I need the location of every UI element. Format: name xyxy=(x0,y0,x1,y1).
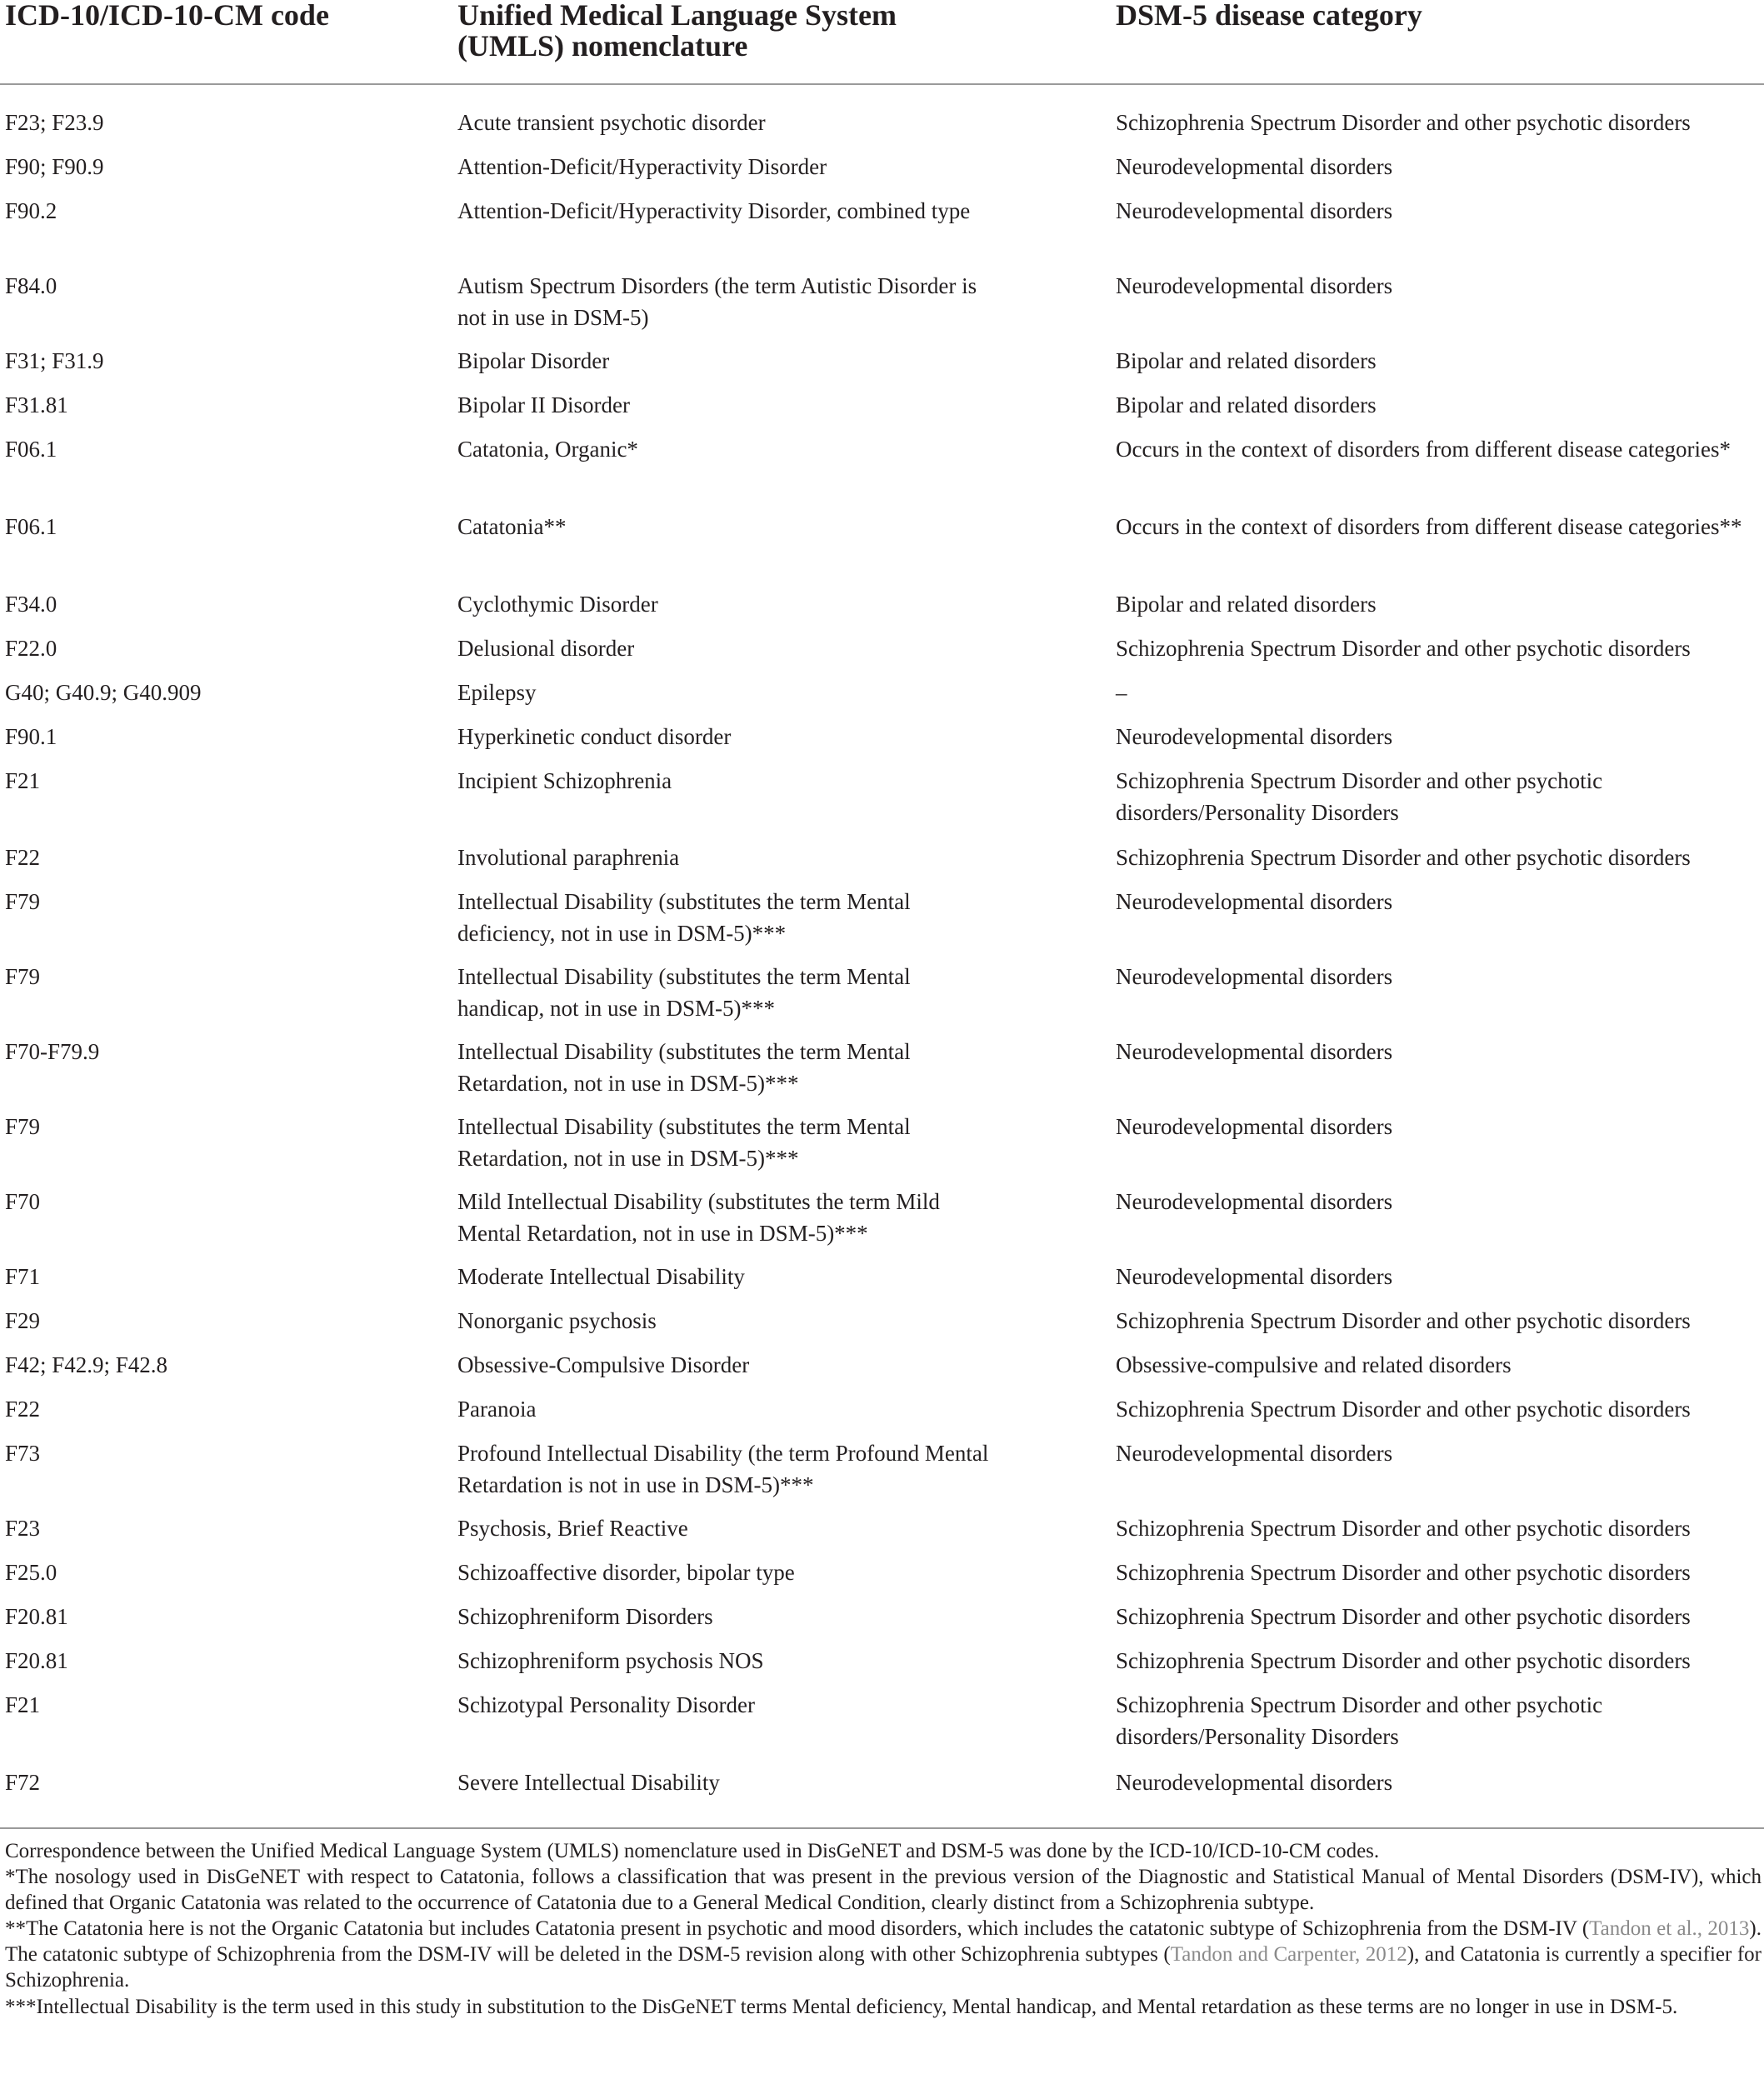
cell-umls: Psychosis, Brief Reactive xyxy=(457,1516,688,1541)
cell-dsm: Schizophrenia Spectrum Disorder and other psychotic disorders xyxy=(1116,1648,1691,1673)
cell-umls: Schizophreniform psychosis NOS xyxy=(457,1648,764,1673)
cell-dsm: – xyxy=(1116,680,1127,705)
footnote-correspondence: Correspondence between the Unified Medical Language System (UMLS) nomenclature used in DisGeNET and DSM-5 was done by the ICD-10/ICD-10-CM codes. xyxy=(5,1840,1380,1862)
cell-code: F90.2 xyxy=(5,198,57,223)
cell-dsm: Schizophrenia Spectrum Disorder and other psychotic disorders xyxy=(1116,1516,1691,1541)
cell-dsm: Neurodevelopmental disorders xyxy=(1116,1264,1393,1289)
cell-dsm: Occurs in the context of disorders from different disease categories* xyxy=(1116,437,1731,462)
cell-dsm: Bipolar and related disorders xyxy=(1116,592,1377,617)
cell-dsm: Schizophrenia Spectrum Disorder and other psychotic disorders xyxy=(1116,1604,1691,1629)
cell-umls: Autism Spectrum Disorders (the term Autistic Disorder is not in use in DSM-5) xyxy=(457,273,977,330)
cell-dsm: Neurodevelopmental disorders xyxy=(1116,273,1393,298)
cell-code: F71 xyxy=(5,1264,41,1289)
cell-umls: Cyclothymic Disorder xyxy=(457,592,658,617)
cell-code: F31; F31.9 xyxy=(5,348,104,373)
cell-dsm: Schizophrenia Spectrum Disorder and other psychotic disorders xyxy=(1116,1308,1691,1333)
cell-code: F23; F23.9 xyxy=(5,110,104,135)
cell-dsm: Schizophrenia Spectrum Disorder and other psychotic disorders/Personality Disorders xyxy=(1116,768,1603,825)
cell-umls: Intellectual Disability (substitutes the term Mental deficiency, not in use in DSM-5)*** xyxy=(457,889,911,946)
cell-code: F70 xyxy=(5,1189,41,1214)
cell-dsm: Neurodevelopmental disorders xyxy=(1116,964,1393,989)
cell-dsm: Schizophrenia Spectrum Disorder and other psychotic disorders/Personality Disorders xyxy=(1116,1692,1603,1749)
cell-umls: Severe Intellectual Disability xyxy=(457,1770,720,1795)
footnote-organic-catatonia: *The nosology used in DisGeNET with respect to Catatonia, follows a classification that was present in the previous version of the Diagnostic and Statistical Manual of Mental Disorders (DSM-IV), which defined that Organic Catatonia was related to the occurrence of Catatonia due to a General Medical Condition, clearly distinct from a Schizophrenia subtype. xyxy=(5,1866,1762,1914)
cell-umls: Profound Intellectual Disability (the term Profound Mental Retardation is not in use in DSM-5)*** xyxy=(457,1441,989,1497)
cell-code: F29 xyxy=(5,1308,41,1333)
cell-code: G40; G40.9; G40.909 xyxy=(5,680,202,705)
cell-umls: Acute transient psychotic disorder xyxy=(457,110,766,135)
cell-code: F79 xyxy=(5,964,41,989)
cell-dsm: Bipolar and related disorders xyxy=(1116,348,1377,373)
cell-code: F20.81 xyxy=(5,1604,68,1629)
cell-dsm: Occurs in the context of disorders from different disease categories** xyxy=(1116,514,1742,539)
footer-rule xyxy=(0,1827,1764,1829)
cell-code: F79 xyxy=(5,889,41,914)
cell-umls: Nonorganic psychosis xyxy=(457,1308,657,1333)
cell-code: F90.1 xyxy=(5,724,57,749)
cell-code: F84.0 xyxy=(5,273,57,298)
cell-dsm: Neurodevelopmental disorders xyxy=(1116,889,1393,914)
cell-umls: Intellectual Disability (substitutes the term Mental Retardation, not in use in DSM-5)*** xyxy=(457,1114,911,1171)
cell-dsm: Neurodevelopmental disorders xyxy=(1116,1441,1393,1466)
cell-code: F90; F90.9 xyxy=(5,154,104,179)
footnote-catatonia-text-b: ). The catatonic subtype of Schizophrenia from the DSM-IV will be deleted in the DSM-5 revision along with other Schizophrenia subtypes ( xyxy=(5,1917,1762,1966)
footnote-intellectual-disability: ***Intellectual Disability is the term used in this study in substitution to the DisGeNET terms Mental deficiency, Mental handicap, and Mental retardation as these terms are no longer in use in DSM-5. xyxy=(5,1996,1678,2018)
footnote-catatonia-text-c: ), and Catatonia is currently a specifier for Schizophrenia. xyxy=(5,1943,1762,1992)
cell-code: F42; F42.9; F42.8 xyxy=(5,1352,168,1377)
cell-umls: Obsessive-Compulsive Disorder xyxy=(457,1352,750,1377)
cell-code: F79 xyxy=(5,1114,41,1139)
cell-dsm: Obsessive-compulsive and related disorders xyxy=(1116,1352,1512,1377)
cell-umls: Schizoaffective disorder, bipolar type xyxy=(457,1560,795,1585)
cell-dsm: Neurodevelopmental disorders xyxy=(1116,1770,1393,1795)
cell-umls: Schizophreniform Disorders xyxy=(457,1604,713,1629)
cell-dsm: Schizophrenia Spectrum Disorder and other psychotic disorders xyxy=(1116,1560,1691,1585)
cell-umls: Bipolar II Disorder xyxy=(457,392,630,417)
cell-umls: Schizotypal Personality Disorder xyxy=(457,1692,755,1717)
cell-code: F70-F79.9 xyxy=(5,1039,100,1064)
cell-umls: Attention-Deficit/Hyperactivity Disorder xyxy=(457,154,827,179)
cell-umls: Paranoia xyxy=(457,1397,537,1422)
cell-dsm: Schizophrenia Spectrum Disorder and other psychotic disorders xyxy=(1116,845,1691,870)
cell-code: F21 xyxy=(5,768,41,793)
citation-tandon-2013[interactable]: Tandon et al., 2013 xyxy=(1589,1917,1750,1940)
cell-code: F22 xyxy=(5,845,41,870)
cell-umls: Involutional paraphrenia xyxy=(457,845,680,870)
cell-dsm: Neurodevelopmental disorders xyxy=(1116,198,1393,223)
cell-dsm: Schizophrenia Spectrum Disorder and other psychotic disorders xyxy=(1116,636,1691,661)
cell-code: F20.81 xyxy=(5,1648,68,1673)
cell-umls: Intellectual Disability (substitutes the term Mental handicap, not in use in DSM-5)*** xyxy=(457,964,911,1021)
cell-umls: Intellectual Disability (substitutes the term Mental Retardation, not in use in DSM-5)*** xyxy=(457,1039,911,1096)
column-header-dsm: DSM-5 disease category xyxy=(1116,0,1422,32)
cell-dsm: Neurodevelopmental disorders xyxy=(1116,724,1393,749)
footnote-catatonia xyxy=(5,1916,1762,1993)
cell-code: F73 xyxy=(5,1441,41,1466)
header-rule xyxy=(0,83,1764,85)
cell-dsm: Neurodevelopmental disorders xyxy=(1116,1114,1393,1139)
cell-umls: Moderate Intellectual Disability xyxy=(457,1264,745,1289)
cell-umls: Mild Intellectual Disability (substitutes the term Mild Mental Retardation, not in use in DSM-5)*** xyxy=(457,1189,940,1246)
cell-code: F23 xyxy=(5,1516,41,1541)
cell-code: F72 xyxy=(5,1770,41,1795)
cell-code: F21 xyxy=(5,1692,41,1717)
cell-code: F34.0 xyxy=(5,592,57,617)
column-header-umls: Unified Medical Language System (UMLS) nomenclature xyxy=(457,0,897,62)
cell-umls: Bipolar Disorder xyxy=(457,348,610,373)
cell-code: F22.0 xyxy=(5,636,57,661)
cell-dsm: Schizophrenia Spectrum Disorder and other psychotic disorders xyxy=(1116,110,1691,135)
citation-tandon-carpenter-2012[interactable]: Tandon and Carpenter, 2012 xyxy=(1170,1943,1407,1966)
cell-dsm: Neurodevelopmental disorders xyxy=(1116,1189,1393,1214)
cell-code: F25.0 xyxy=(5,1560,57,1585)
column-header-code: ICD-10/ICD-10-CM code xyxy=(5,0,329,32)
cell-umls: Epilepsy xyxy=(457,680,537,705)
cell-dsm: Schizophrenia Spectrum Disorder and other psychotic disorders xyxy=(1116,1397,1691,1422)
cell-dsm: Neurodevelopmental disorders xyxy=(1116,1039,1393,1064)
cell-code: F06.1 xyxy=(5,514,57,539)
cell-code: F31.81 xyxy=(5,392,68,417)
cell-umls: Hyperkinetic conduct disorder xyxy=(457,724,732,749)
cell-umls: Incipient Schizophrenia xyxy=(457,768,672,793)
cell-umls: Catatonia** xyxy=(457,514,567,539)
cell-dsm: Bipolar and related disorders xyxy=(1116,392,1377,417)
cell-umls: Attention-Deficit/Hyperactivity Disorder, combined type xyxy=(457,198,971,223)
cell-code: F22 xyxy=(5,1397,41,1422)
cell-code: F06.1 xyxy=(5,437,57,462)
cell-dsm: Neurodevelopmental disorders xyxy=(1116,154,1393,179)
cell-umls: Catatonia, Organic* xyxy=(457,437,638,462)
footnote-catatonia-text-a: **The Catatonia here is not the Organic Catatonia but includes Catatonia present in psychotic and mood disorders, which includes the catatonic subtype of Schizophrenia from the DSM-IV ( xyxy=(5,1917,1590,1940)
cell-umls: Delusional disorder xyxy=(457,636,635,661)
